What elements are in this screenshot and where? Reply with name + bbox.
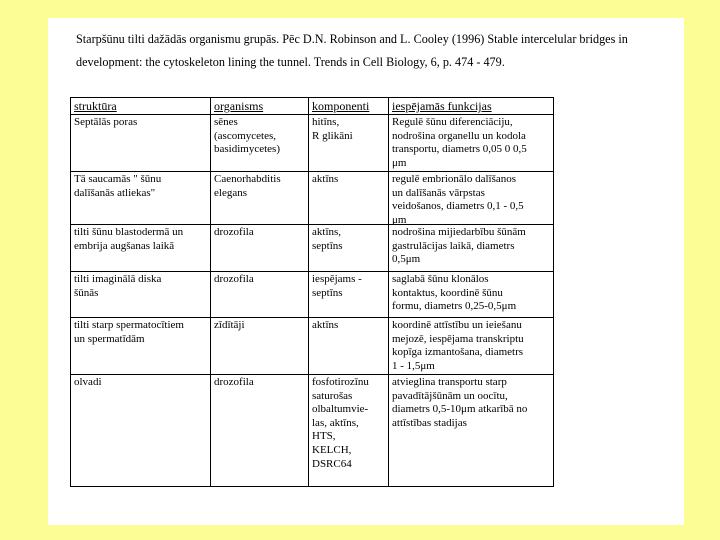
caption-line-1: Starpšūnu tilti dažādās organismu grupās. Pēc D.N. Robinson and L. Cooley (1996) Stable intercelular bridges in xyxy=(76,32,628,46)
bridges-table xyxy=(70,97,554,487)
header-functions: iespējamās funkcijas xyxy=(392,99,492,113)
cell-functions: Regulē šūnu diferenciāciju, nodrošina organellu un kodola transportu, diametrs 0,05 0 0,5 μm xyxy=(392,116,527,169)
table-row xyxy=(71,172,553,225)
header-components: komponenti xyxy=(309,98,389,114)
cell-functions: atvieglina transportu starp pavadītājšūnām un oocītu, diametrs 0,5-10μm atkarībā no attīstības stadijas xyxy=(392,376,528,429)
table-row xyxy=(71,318,553,375)
cell-structure: Septālās poras xyxy=(71,115,211,171)
cell-structure: tilti imaginālā diska šūnās xyxy=(71,272,211,317)
cell-structure: tilti šūnu blastodermā un embrija augšanas laikā xyxy=(71,225,211,271)
table-row xyxy=(71,115,553,172)
document-page xyxy=(48,18,684,525)
header-structure: struktūra xyxy=(71,98,211,114)
cell-organism: drozofila xyxy=(211,375,309,486)
cell-components: iespējams - septīns xyxy=(309,272,389,317)
cell-organism: sēnes (ascomycetes, basidimycetes) xyxy=(211,115,309,171)
cell-structure: tilti starp spermatocītiem un spermatīdām xyxy=(71,318,211,374)
table-header-row xyxy=(71,98,553,115)
cell-functions: koordinē attīstību un ieiešanu mejozē, iespējama transkriptu kopīga izmantošana, diametrs 1 - 1,5μm xyxy=(392,319,524,372)
cell-components: fosfotirozīnu saturošas olbaltumvie- las, aktīns, HTS, KELCH, DSRC64 xyxy=(309,375,389,486)
table-body xyxy=(71,115,553,486)
cell-components: aktīns xyxy=(309,318,389,374)
table-row xyxy=(71,225,553,272)
table-row xyxy=(71,272,553,318)
cell-components: aktīns xyxy=(309,172,389,224)
table-row xyxy=(71,375,553,486)
header-organism: organisms xyxy=(211,98,309,114)
cell-organism: drozofila xyxy=(211,225,309,271)
cell-components: hitīns, R glikāni xyxy=(309,115,389,171)
cell-structure: olvadi xyxy=(71,375,211,486)
caption-line-2: development: the cytoskeleton lining the tunnel. Trends in Cell Biology, 6, p. 474 - 479. xyxy=(76,55,505,69)
cell-components: aktīns, septīns xyxy=(309,225,389,271)
cell-organism: zīdītāji xyxy=(211,318,309,374)
cell-functions: regulē embrionālo dalīšanos un dalīšanās vārpstas veidošanos, diametrs 0,1 - 0,5 μm xyxy=(392,173,524,224)
cell-functions: saglabā šūnu klonālos kontaktus, koordinē šūnu formu, diametrs 0,25-0,5μm xyxy=(392,273,517,313)
cell-structure: Tā saucamās " šūnu dalīšanās atliekas" xyxy=(71,172,211,224)
cell-organism: Caenorhabditis elegans xyxy=(211,172,309,224)
source-caption xyxy=(76,28,686,74)
cell-functions: nodrošina mijiedarbību šūnām gastrulācijas laikā, diametrs 0,5μm xyxy=(392,226,526,266)
cell-organism: drozofila xyxy=(211,272,309,317)
